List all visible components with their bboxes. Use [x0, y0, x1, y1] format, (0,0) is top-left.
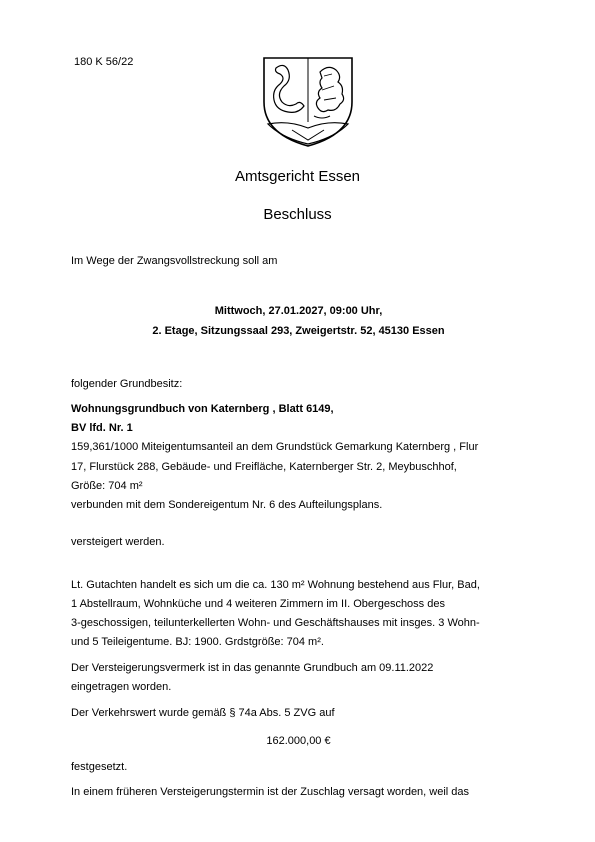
gutachten-line: 1 Abstellraum, Wohnküche und 4 weiteren Zimmern im II. Obergeschoss des [71, 598, 445, 610]
description-line: 159,361/1000 Miteigentumsanteil an dem Grundstück Gemarkung Katernberg , Flur [71, 441, 479, 453]
document-title: Beschluss [263, 206, 332, 223]
verkehrswert-amount: 162.000,00 € [266, 735, 331, 747]
description-line: Größe: 704 m² [71, 480, 143, 492]
coat-of-arms-icon [258, 50, 358, 150]
case-number: 180 K 56/22 [74, 56, 134, 68]
gutachten-line: und 5 Teileigentume. BJ: 1900. Grdstgröße: 704 m². [71, 636, 324, 648]
gutachten-line: Lt. Gutachten handelt es sich um die ca. 130 m² Wohnung bestehend aus Flur, Bad, [71, 579, 480, 591]
termin-date: Mittwoch, 27.01.2027, 09:00 Uhr, [214, 305, 383, 317]
gutachten-line: 3-geschossigen, teilunterkellerten Wohn- und Geschäftshauses mit insges. 3 Wohn- [71, 617, 480, 629]
grundbesitz-label: folgender Grundbesitz: [71, 378, 183, 390]
frueherer-termin-text: In einem früheren Versteigerungstermin ist der Zuschlag versagt worden, weil das [71, 786, 470, 798]
vermerk-line: eingetragen worden. [71, 681, 172, 693]
versteigert-text: versteigert werden. [71, 536, 165, 548]
termin-place: 2. Etage, Sitzungssaal 293, Zweigertstr. 52, 45130 Essen [152, 325, 445, 337]
description-line: 17, Flurstück 288, Gebäude- und Freifläche, Katernberger Str. 2, Meybuschhof, [71, 461, 457, 473]
vermerk-line: Der Versteigerungsvermerk ist in das genannte Grundbuch am 09.11.2022 [71, 662, 434, 674]
verkehrswert-intro: Der Verkehrswert wurde gemäß § 74a Abs. 5 ZVG auf [71, 707, 335, 719]
intro-text: Im Wege der Zwangsvollstreckung soll am [71, 255, 278, 267]
court-name: Amtsgericht Essen [234, 168, 361, 185]
festgesetzt-text: festgesetzt. [71, 761, 128, 773]
description-line: verbunden mit dem Sondereigentum Nr. 6 des Aufteilungsplans. [71, 499, 383, 511]
bv-number: BV lfd. Nr. 1 [71, 422, 133, 434]
grundbuch-title: Wohnungsgrundbuch von Katernberg , Blatt 6149, [71, 403, 334, 415]
